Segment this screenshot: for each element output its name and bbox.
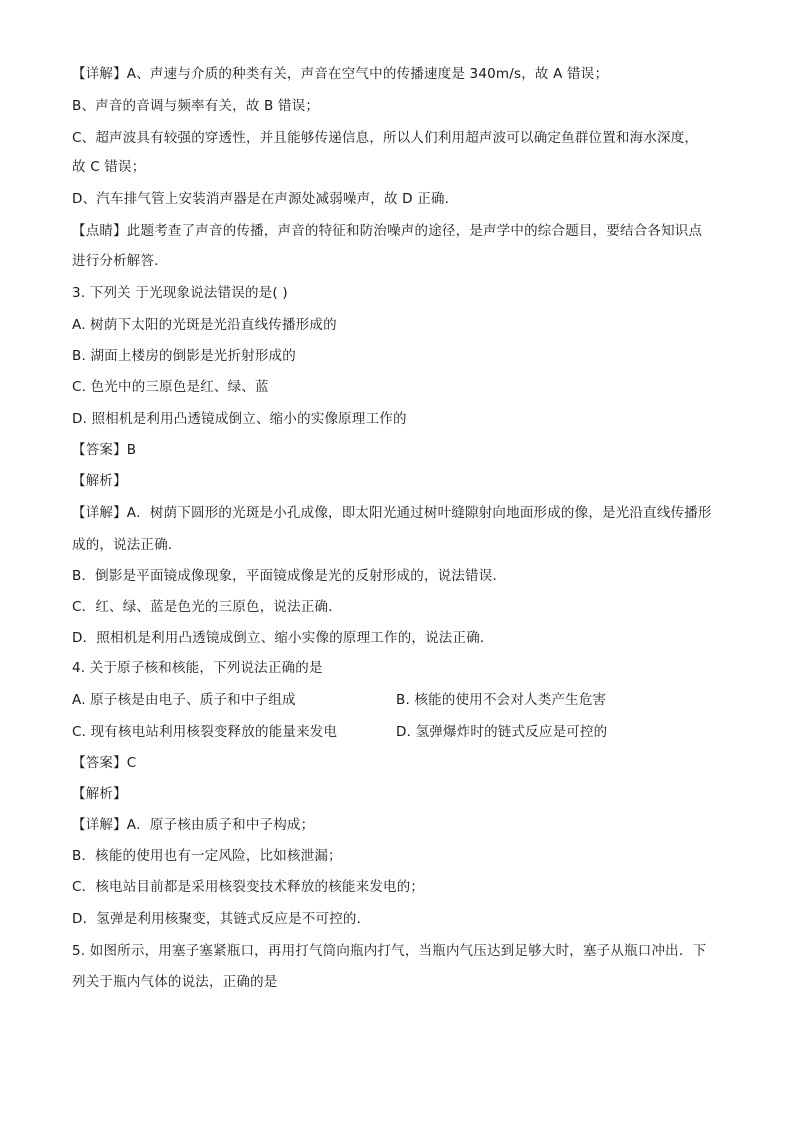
answer-label: 【答案】B — [72, 442, 137, 458]
text-line: 【详解】A、声速与介质的种类有关，声音在空气中的传播速度是 340m/s，故 A 错误； — [72, 66, 609, 82]
text-line: 【详解】A．原子核由质子和中子构成； — [72, 817, 315, 833]
question-3-option-c: C. 色光中的三原色是红、绿、蓝 — [72, 379, 269, 395]
text-line: D、汽车排气管上安装消声器是在声源处减弱噪声，故 D 正确． — [72, 191, 459, 207]
analysis-label: 【解析】 — [72, 473, 127, 489]
analysis-label: 【解析】 — [72, 786, 127, 802]
question-5-stem: 5. 如图所示，用塞子塞紧瓶口，再用打气筒向瓶内打气，当瓶内气压达到足够大时，塞子从瓶口冲出．下 — [72, 943, 707, 959]
question-4-option-d: D. 氢弹爆炸时的链式反应是可控的 — [396, 724, 608, 740]
question-3-option-b: B. 湖面上楼房的倒影是光折射形成的 — [72, 348, 296, 364]
question-4-option-b: B. 核能的使用不会对人类产生危害 — [396, 692, 607, 708]
answer-label: 【答案】C — [72, 755, 137, 771]
question-4-option-c: C. 现有核电站利用核裂变释放的能量来发电 — [72, 724, 338, 740]
question-3-stem: 3. 下列关 于光现象说法错误的是( ) — [72, 285, 288, 301]
question-4-stem: 4. 关于原子核和核能，下列说法正确的是 — [72, 660, 323, 676]
text-line: D．氢弹是利用核聚变，其链式反应是不可控的． — [72, 911, 371, 927]
text-line: 【详解】A．树荫下圆形的光斑是小孔成像，即太阳光通过树叶缝隙射向地面形成的像，是光沿直线传播形 — [72, 505, 712, 521]
text-line: B、声音的音调与频率有关，故 B 错误； — [72, 98, 320, 114]
text-line: D．照相机是利用凸透镜成倒立、缩小实像的原理工作的，说法正确． — [72, 630, 494, 646]
text-line: C．核电站目前都是采用核裂变技术释放的核能来发电的； — [72, 879, 425, 895]
text-line: B．倒影是平面镜成像现象，平面镜成像是光的反射形成的，说法错误． — [72, 568, 507, 584]
question-4-option-a: A. 原子核是由电子、质子和中子组成 — [72, 692, 296, 708]
text-line: 进行分析解答． — [72, 253, 168, 269]
text-line: 【点睛】此题考查了声音的传播，声音的特征和防治噪声的途径，是声学中的综合题目，要结合各知识点 — [72, 223, 703, 239]
text-line: 列关于瓶内气体的说法，正确的是 — [72, 974, 278, 990]
text-line: 故 C 错误； — [72, 159, 146, 175]
question-3-option-d: D. 照相机是利用凸透镜成倒立、缩小的实像原理工作的 — [72, 411, 407, 427]
text-line: B．核能的使用也有一定风险，比如核泄漏； — [72, 848, 342, 864]
text-line: C、超声波具有较强的穿透性，并且能够传递信息，所以人们利用超声波可以确定鱼群位置和海水深度， — [72, 130, 699, 146]
text-line: 成的，说法正确． — [72, 537, 182, 553]
text-line: C．红、绿、蓝是色光的三原色，说法正确． — [72, 599, 342, 615]
question-3-option-a: A. 树荫下太阳的光斑是光沿直线传播形成的 — [72, 317, 337, 333]
